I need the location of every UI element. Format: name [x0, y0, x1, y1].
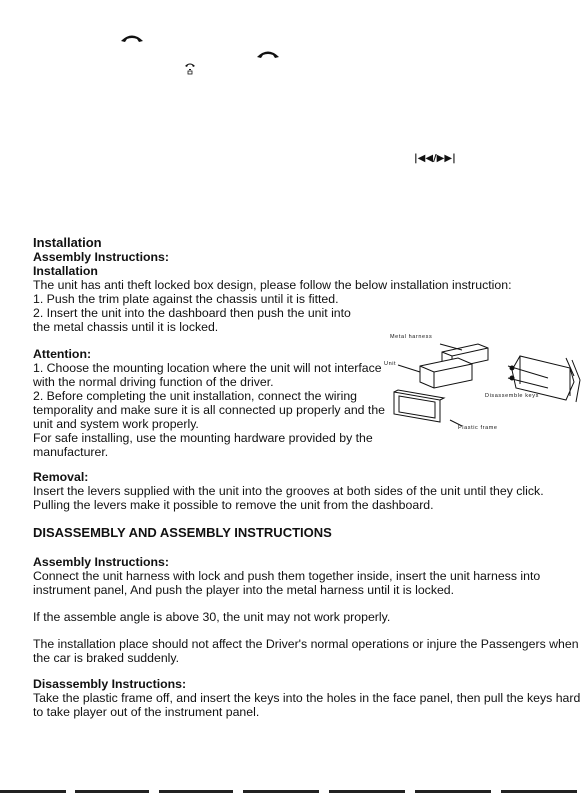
assembly-line: Connect the unit harness with lock and push them together inside, insert the unit harness into	[33, 569, 541, 583]
diagram-label-unit: Unit	[384, 361, 397, 367]
installation-diagram	[380, 330, 585, 440]
install-line: The unit has anti theft locked box design, please follow the below installation instruction:	[33, 278, 512, 292]
install-line: 2. Insert the unit into the dashboard then push the unit into	[33, 306, 351, 320]
track-skip-icon: |◀◀/▶▶|	[414, 153, 456, 164]
diagram-label-metal-harness: Metal harness	[390, 334, 433, 340]
footer-rule	[0, 790, 66, 793]
disassembly-line: to take player out of the instrument panel.	[33, 705, 260, 719]
attention-line: 1. Choose the mounting location where the unit will not interface	[33, 361, 382, 375]
attention-line: with the normal driving function of the driver.	[33, 375, 274, 389]
assembly-instructions-heading: Assembly Instructions:	[33, 555, 169, 569]
install-line: 1. Push the trim plate against the chassis until it is fitted.	[33, 292, 339, 306]
footer-rule	[415, 790, 491, 793]
angle-note: If the assemble angle is above 30, the unit may not work properly.	[33, 610, 391, 624]
installation-subheading: Installation	[33, 264, 98, 278]
installation-title: Installation	[33, 235, 102, 250]
diagram-label-disassemble-keys: Disassemble keys	[485, 393, 539, 399]
disassembly-title: DISASSEMBLY AND ASSEMBLY INSTRUCTIONS	[33, 525, 332, 540]
diagram-label-plastic-frame: Plastic frame	[458, 425, 498, 431]
footer-rule	[243, 790, 319, 793]
removal-heading: Removal:	[33, 470, 89, 484]
footer-rule	[501, 790, 577, 793]
attention-line: 2. Before completing the unit installation, connect the wiring	[33, 389, 358, 403]
attention-line: manufacturer.	[33, 445, 109, 459]
assembly-line: instrument panel, And push the player into the metal harness until it is locked.	[33, 583, 455, 597]
removal-line: Pulling the levers make it possible to remove the unit from the dashboard.	[33, 498, 434, 512]
install-line: the metal chassis until it is locked.	[33, 320, 219, 334]
attention-line: For safe installing, use the mounting hardware provided by the	[33, 431, 373, 445]
attention-line: temporality and make sure it is all connected up properly and the	[33, 403, 386, 417]
footer-rule	[159, 790, 233, 793]
footer-rule	[329, 790, 405, 793]
disassembly-line: Take the plastic frame off, and insert the keys into the holes in the face panel, then pull the keys hard	[33, 691, 581, 705]
disassembly-instructions-heading: Disassembly Instructions:	[33, 677, 187, 691]
placement-line: the car is braked suddenly.	[33, 651, 180, 665]
footer-rule	[75, 790, 149, 793]
small-phone-icon	[184, 61, 196, 75]
attention-line: unit and system work properly.	[33, 417, 199, 431]
assembly-heading: Assembly Instructions:	[33, 250, 169, 264]
end-call-icon	[120, 33, 144, 43]
end-call-icon	[256, 49, 280, 59]
attention-heading: Attention:	[33, 347, 92, 361]
placement-line: The installation place should not affect the Driver's normal operations or injure the Passengers when	[33, 637, 579, 651]
removal-line: Insert the levers supplied with the unit into the grooves at both sides of the unit until they click.	[33, 484, 544, 498]
